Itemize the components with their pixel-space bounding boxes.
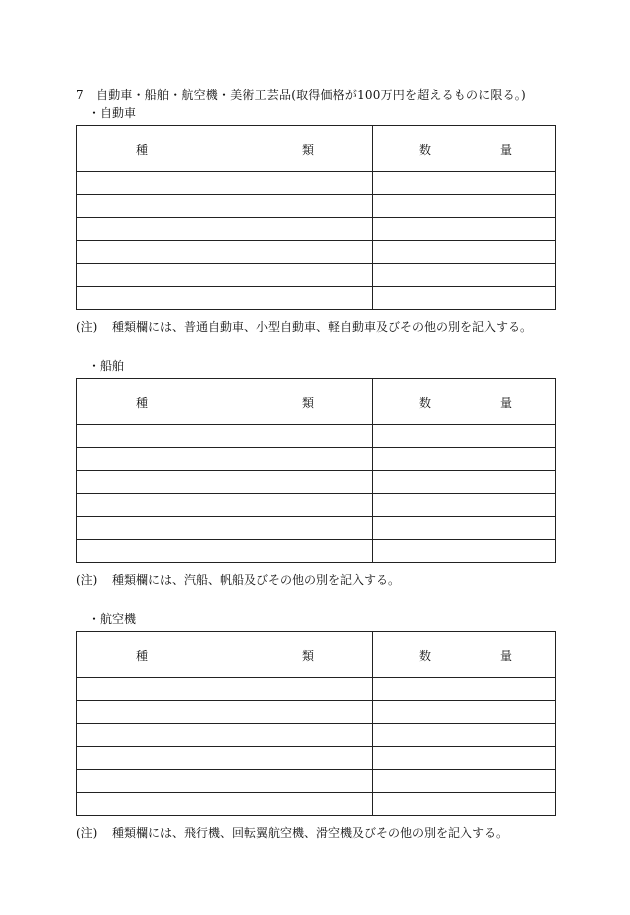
kind-cell[interactable] xyxy=(77,494,373,517)
note-text: 種類欄には、汽船、帆船及びその他の別を記入する。 xyxy=(112,573,401,587)
quantity-cell[interactable] xyxy=(373,494,556,517)
kind-cell[interactable] xyxy=(77,724,373,747)
quantity-header-char-1: 数 xyxy=(419,649,432,663)
quantity-cell[interactable] xyxy=(373,540,556,563)
kind-header-char-2: 類 xyxy=(302,143,315,157)
quantity-cell[interactable] xyxy=(373,724,556,747)
kind-cell[interactable] xyxy=(77,540,373,563)
quantity-header-char-2: 量 xyxy=(500,396,513,410)
quantity-cell[interactable] xyxy=(373,747,556,770)
kind-cell[interactable] xyxy=(77,701,373,724)
ship-table xyxy=(76,378,556,563)
automobile-table xyxy=(76,125,556,310)
table-row xyxy=(77,793,556,816)
table-header-row xyxy=(77,126,556,172)
quantity-header xyxy=(373,126,556,172)
kind-cell[interactable] xyxy=(77,425,373,448)
quantity-cell[interactable] xyxy=(373,287,556,310)
kind-header xyxy=(77,126,373,172)
table-row xyxy=(77,471,556,494)
quantity-cell[interactable] xyxy=(373,195,556,218)
subsection-title-aircraft: ・航空機 xyxy=(88,612,137,626)
aircraft-note xyxy=(76,824,508,841)
quantity-cell[interactable] xyxy=(373,264,556,287)
table-row xyxy=(77,724,556,747)
quantity-header-char-1: 数 xyxy=(419,396,432,410)
table-row xyxy=(77,701,556,724)
table-row xyxy=(77,770,556,793)
quantity-cell[interactable] xyxy=(373,701,556,724)
table-row xyxy=(77,264,556,287)
table-row xyxy=(77,540,556,563)
kind-cell[interactable] xyxy=(77,172,373,195)
table-row xyxy=(77,494,556,517)
quantity-cell[interactable] xyxy=(373,678,556,701)
quantity-cell[interactable] xyxy=(373,517,556,540)
note-text: 種類欄には、普通自動車、小型自動車、軽自動車及びその他の別を記入する。 xyxy=(112,320,533,334)
note-text: 種類欄には、飛行機、回転翼航空機、滑空機及びその他の別を記入する。 xyxy=(112,826,509,840)
quantity-cell[interactable] xyxy=(373,793,556,816)
quantity-header-char-1: 数 xyxy=(419,143,432,157)
note-label: (注) xyxy=(76,573,98,587)
kind-cell[interactable] xyxy=(77,241,373,264)
table-row xyxy=(77,448,556,471)
quantity-header-char-2: 量 xyxy=(500,649,513,663)
quantity-cell[interactable] xyxy=(373,770,556,793)
kind-cell[interactable] xyxy=(77,287,373,310)
kind-cell[interactable] xyxy=(77,793,373,816)
subsection-title-ship: ・船舶 xyxy=(88,359,125,373)
kind-cell[interactable] xyxy=(77,678,373,701)
quantity-cell[interactable] xyxy=(373,218,556,241)
note-label: (注) xyxy=(76,826,98,840)
table-row xyxy=(77,425,556,448)
table-row xyxy=(77,517,556,540)
table-row xyxy=(77,218,556,241)
table-row xyxy=(77,287,556,310)
kind-header-char-1: 種 xyxy=(136,143,149,157)
kind-cell[interactable] xyxy=(77,218,373,241)
table-row xyxy=(77,195,556,218)
ship-note xyxy=(76,571,400,588)
section-heading-text: 自動車・船舶・航空機・美術工芸品(取得価格が100万円を超えるものに限る。) xyxy=(96,88,526,102)
quantity-cell[interactable] xyxy=(373,241,556,264)
kind-cell[interactable] xyxy=(77,517,373,540)
kind-cell[interactable] xyxy=(77,747,373,770)
kind-header-char-2: 類 xyxy=(302,649,315,663)
kind-cell[interactable] xyxy=(77,770,373,793)
quantity-header xyxy=(373,379,556,425)
table-header-row xyxy=(77,632,556,678)
quantity-cell[interactable] xyxy=(373,448,556,471)
automobile-note xyxy=(76,318,532,335)
quantity-header xyxy=(373,632,556,678)
note-label: (注) xyxy=(76,320,98,334)
kind-header-char-1: 種 xyxy=(136,649,149,663)
kind-header xyxy=(77,632,373,678)
quantity-cell[interactable] xyxy=(373,471,556,494)
table-row xyxy=(77,172,556,195)
table-row xyxy=(77,747,556,770)
table-row xyxy=(77,678,556,701)
kind-header-char-1: 種 xyxy=(136,396,149,410)
kind-cell[interactable] xyxy=(77,195,373,218)
quantity-cell[interactable] xyxy=(373,425,556,448)
kind-cell[interactable] xyxy=(77,264,373,287)
kind-cell[interactable] xyxy=(77,471,373,494)
quantity-header-char-2: 量 xyxy=(500,143,513,157)
aircraft-table xyxy=(76,631,556,816)
section-number: 7 xyxy=(76,88,84,102)
subsection-title-automobile: ・自動車 xyxy=(88,106,137,120)
kind-header-char-2: 類 xyxy=(302,396,315,410)
table-row xyxy=(77,241,556,264)
section-heading xyxy=(76,86,526,103)
table-header-row xyxy=(77,379,556,425)
kind-header xyxy=(77,379,373,425)
quantity-cell[interactable] xyxy=(373,172,556,195)
kind-cell[interactable] xyxy=(77,448,373,471)
